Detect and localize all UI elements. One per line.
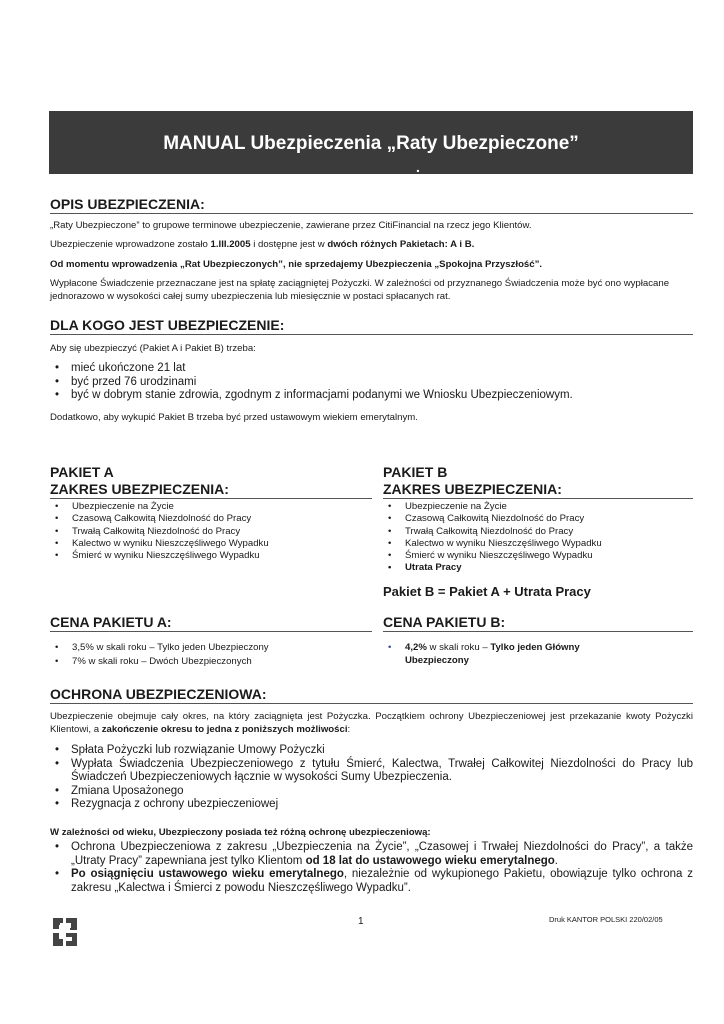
list-item: • Ubezpieczenie na Życie	[49, 501, 371, 513]
opis-heading: OPIS UBEZPIECZENIA:	[50, 196, 693, 214]
list-item: • być przed 76 urodzinami	[49, 376, 693, 390]
cena-a-heading: CENA PAKIETU A:	[50, 614, 372, 632]
dla-kogo-note: Dodatkowo, aby wykupić Pakiet B trzeba być przed ustawowym wiekiem emerytalnym.	[50, 412, 418, 423]
ochrona-heading: OCHRONA UBEZPIECZENIOWA:	[50, 686, 693, 704]
list-item: • Śmierć w wyniku Nieszczęśliwego Wypadku	[382, 550, 693, 562]
list-item: • Po osiągnięciu ustawowego wieku emerytalnego, niezależnie od wykupionego Pakietu, obowiązuje tylko ochrona z zakresu „Kalectwa i Śmierci z powodu Nieszczęśliwego Wypadku”.	[49, 868, 693, 895]
pakiet-b-title: PAKIET B	[383, 464, 448, 480]
dla-kogo-heading: DLA KOGO JEST UBEZPIECZENIE:	[50, 317, 693, 335]
pakiet-a-title: PAKIET A	[50, 464, 114, 480]
list-item: • Wypłata Świadczenia Ubezpieczeniowego z tytułu Śmierć, Kalectwa, Trwałej Całkowitej Niezdolności do Pracy lub Świadczeń Ubezpieczeniowych łącznie w wysokości Sumy Ubezpieczenia.	[49, 758, 693, 785]
list-item: • 7% w skali roku – Dwóch Ubezpieczonych	[49, 655, 371, 669]
page-title: MANUAL Ubezpieczenia „Raty Ubezpieczone”	[163, 133, 579, 154]
cena-a-list	[49, 641, 371, 669]
list-item: • Kalectwo w wyniku Nieszczęśliwego Wypadku	[382, 538, 693, 550]
list-item: • 3,5% w skali roku – Tylko jeden Ubezpieczony	[49, 641, 371, 655]
list-item: • Rezygnacja z ochrony ubezpieczeniowej	[49, 798, 693, 812]
list-item: • Ubezpieczenie na Życie	[382, 501, 693, 513]
cena-b-list	[382, 641, 642, 667]
opis-p3: Od momentu wprowadzenia „Rat Ubezpieczonych”, nie sprzedajemy Ubezpieczenia „Spokojna Przyszłość”.	[50, 259, 543, 270]
list-item: • 4,2% w skali roku – Tylko jeden Główny Ubezpieczony	[382, 641, 642, 667]
print-code: Druk KANTOR POLSKI 220/02/05	[549, 915, 663, 924]
list-item: • Trwałą Całkowitą Niezdolność do Pracy	[382, 526, 693, 538]
title-dot: .	[416, 159, 420, 175]
ochrona-list	[49, 744, 693, 812]
list-item: • Spłata Pożyczki lub rozwiązanie Umowy Pożyczki	[49, 744, 693, 758]
opis-p1: „Raty Ubezpieczone” to grupowe terminowe ubezpieczenie, zawierane przez CitiFinancial na rzecz jego Klientów.	[50, 220, 532, 231]
opis-p2: Ubezpieczenie wprowadzone zostało 1.III.2005 i dostępne jest w dwóch różnych Pakietach: A i B.	[50, 239, 475, 250]
list-item: • Trwałą Całkowitą Niezdolność do Pracy	[49, 526, 371, 538]
ochrona-age-list	[49, 841, 693, 895]
list-item: • Czasową Całkowitą Niezdolność do Pracy	[382, 513, 693, 525]
ochrona-p1: Ubezpieczenie obejmuje cały okres, na który zaciągnięta jest Pożyczka. Początkiem ochrony Ubezpieczeniowej jest przekazanie kwoty Pożyczki Klientowi, a zakończenie okresu to jedna z poniższych możliwości:	[50, 711, 693, 735]
list-item: • Zmiana Uposażonego	[49, 785, 693, 799]
company-logo	[49, 915, 81, 949]
list-item: • Czasową Całkowitą Niezdolność do Pracy	[49, 513, 371, 525]
pakiet-a-zakres-heading: ZAKRES UBEZPIECZENIA:	[50, 481, 372, 499]
list-item: • Ochrona Ubezpieczeniowa z zakresu „Ubezpieczenia na Życie”, „Czasowej i Trwałej Niezdolności do Pracy”, a także „Utraty Pracy” zapewniana jest tylko Klientom od 18 lat do ustawowego wieku emerytalnego.	[49, 841, 693, 868]
ochrona-age-heading: W zależności od wieku, Ubezpieczony posiada też różną ochronę ubezpieczeniową:	[50, 827, 431, 838]
list-item: • Kalectwo w wyniku Nieszczęśliwego Wypadku	[49, 538, 371, 550]
page-number: 1	[358, 916, 364, 927]
dla-kogo-list	[49, 362, 693, 403]
list-item: • być w dobrym stanie zdrowia, zgodnym z informacjami podanymi we Wniosku Ubezpieczeniowym.	[49, 389, 693, 403]
list-item: • Śmierć w wyniku Nieszczęśliwego Wypadku	[49, 550, 371, 562]
opis-p4: Wypłacone Świadczenie przeznaczane jest na spłatę zaciągniętej Pożyczki. W zależności od przyznanego Świadczenia może być ono wypłacane jednorazowo w wysokości całej sumy ubezpieczenia lub miesięcznie w postaci spłacanych rat.	[50, 278, 670, 302]
list-item: • mieć ukończone 21 lat	[49, 362, 693, 376]
dla-kogo-intro: Aby się ubezpieczyć (Pakiet A i Pakiet B) trzeba:	[50, 343, 256, 354]
pakiet-b-list	[382, 501, 693, 575]
title-banner	[49, 111, 693, 174]
pakiet-a-list	[49, 501, 371, 562]
list-item: • Utrata Pracy	[382, 562, 693, 574]
pakiet-b-equation: Pakiet B = Pakiet A + Utrata Pracy	[383, 584, 591, 599]
cena-b-heading: CENA PAKIETU B:	[383, 614, 693, 632]
pakiet-b-zakres-heading: ZAKRES UBEZPIECZENIA:	[383, 481, 693, 499]
